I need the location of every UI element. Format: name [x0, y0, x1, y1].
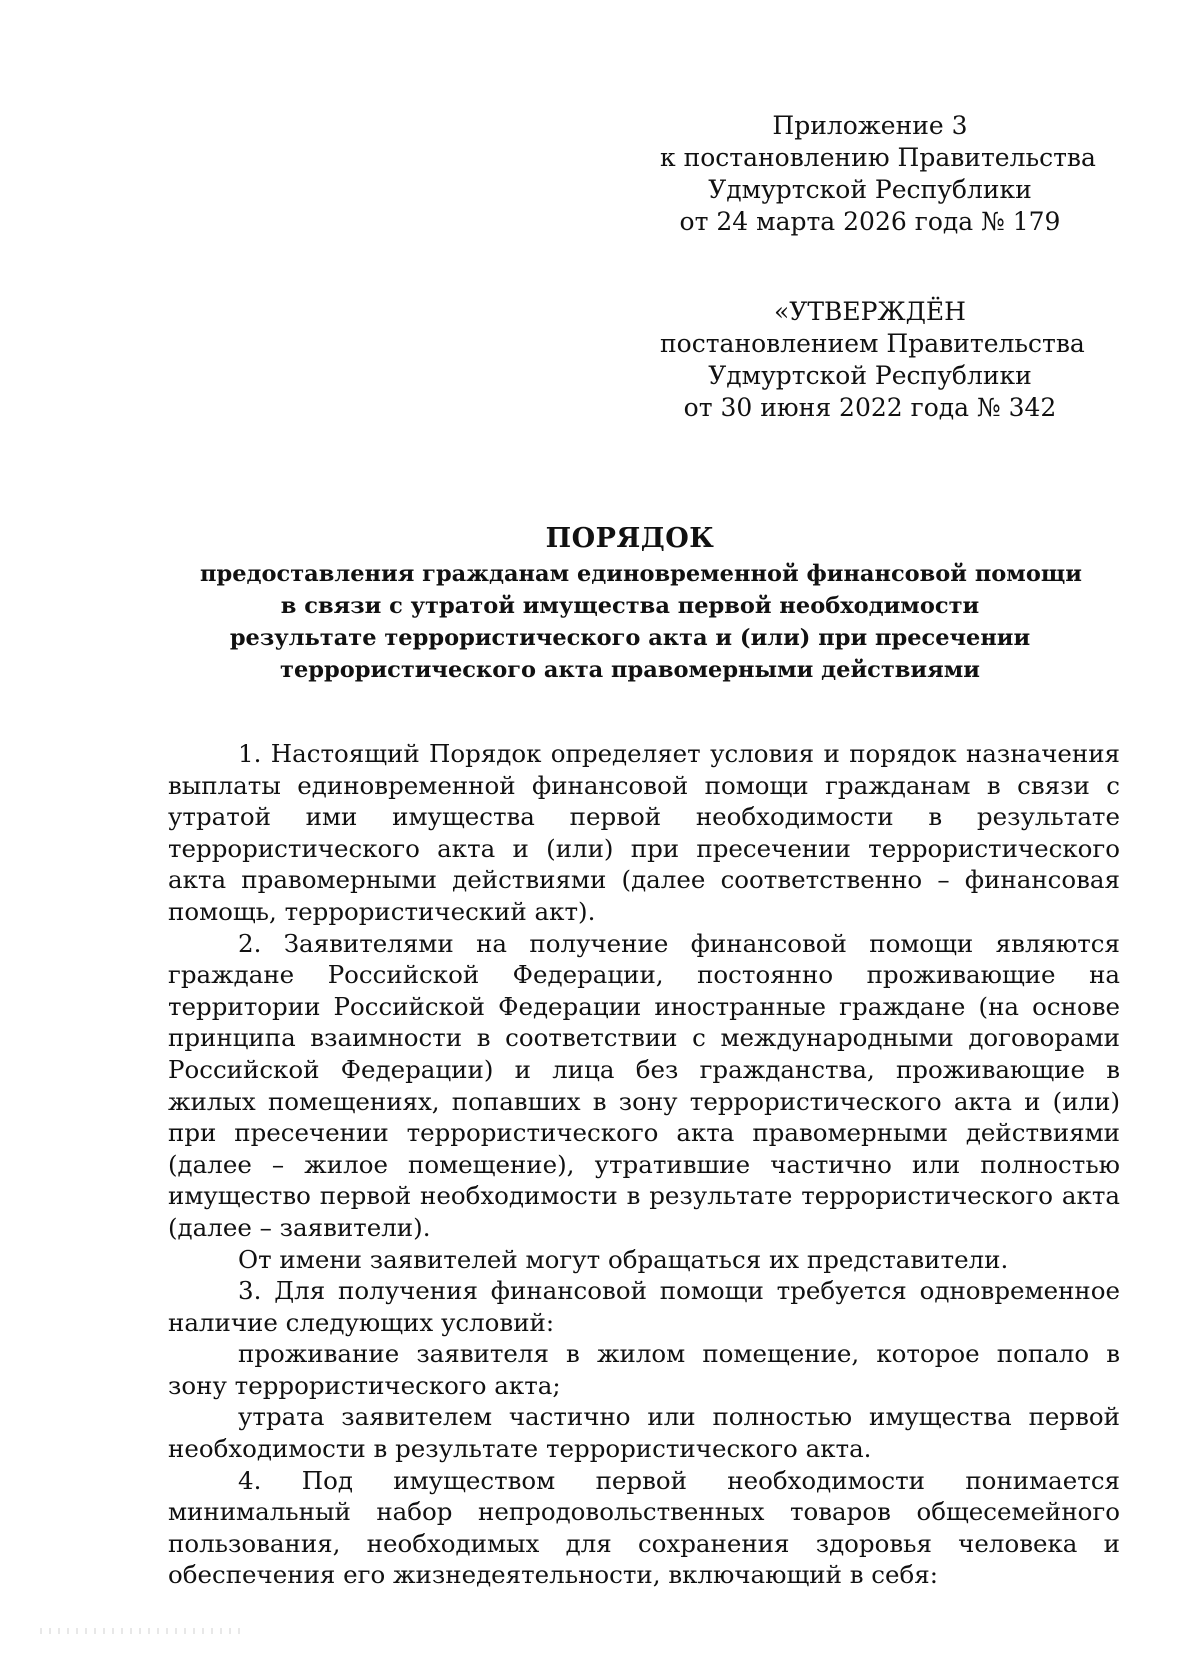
paragraph-3: 3. Для получения финансовой помощи требуется одновременное наличие следующих условий: — [168, 1276, 1120, 1337]
condition-item: проживание заявителя в жилом помещение, которое попало в зону террористического акта; — [168, 1339, 1120, 1400]
appendix-ref-line: к постановлению Правительства — [660, 143, 1096, 172]
approved-ref-line: Удмуртской Республики — [708, 361, 1032, 390]
paragraph-4: 4. Под имуществом первой необходимости понимается минимальный набор непродовольственных товаров общесемейного пользования, необходимых для сохранения здоровья человека и обеспечения его жизнедеятельности, включающий в себя: — [168, 1465, 1120, 1590]
paragraph-representatives: От имени заявителей могут обращаться их представители. — [238, 1244, 1009, 1274]
title-subtitle-line: террористического акта правомерными действиями — [280, 657, 980, 683]
document-title — [200, 522, 1082, 686]
scan-artifact — [40, 1628, 240, 1634]
approved-stamp — [660, 296, 1085, 424]
approved-date: от 30 июня 2022 года № 342 — [683, 393, 1057, 422]
title-main: ПОРЯДОК — [545, 523, 715, 554]
appendix-header — [660, 110, 1096, 238]
title-subtitle-line: результате террористического акта и (или) при пресечении — [229, 625, 1031, 651]
paragraph-2: 2. Заявителями на получение финансовой помощи являются граждане Российской Федерации, постоянно проживающие на территории Российской Федерации иностранные граждане (на основе принципа взаимности в соответствии с международными договорами Российской Федерации) и лица без гражданства, проживающие в жилых помещениях, попавших в зону террористического акта и (или) при пресечении террористического акта правомерными действиями (далее – жилое помещение), утратившие частично или полностью имущество первой необходимости в результате террористического акта (далее – заявители). — [168, 928, 1120, 1242]
appendix-number: Приложение 3 — [772, 111, 968, 140]
appendix-date: от 24 марта 2026 года № 179 — [679, 207, 1061, 236]
title-subtitle-line: в связи с утратой имущества первой необходимости — [280, 593, 980, 619]
approved-ref-line: постановлением Правительства — [660, 329, 1085, 358]
condition-item: утрата заявителем частично или полностью имущества первой необходимости в результате террористического акта. — [168, 1402, 1120, 1464]
title-subtitle-line: предоставления гражданам единовременной финансовой помощи — [200, 561, 1082, 587]
appendix-ref-line: Удмуртской Республики — [708, 175, 1032, 204]
document-body — [168, 738, 1120, 1591]
approved-label: «УТВЕРЖДЁН — [774, 297, 966, 326]
paragraph-1: 1. Настоящий Порядок определяет условия и порядок назначения выплаты единовременной финансовой помощи гражданам в связи с утратой ими имущества первой необходимости в результате террористического акта и (или) при пресечении террористического акта правомерными действиями (далее соответственно – финансовая помощь, террористический акт). — [168, 739, 1120, 926]
